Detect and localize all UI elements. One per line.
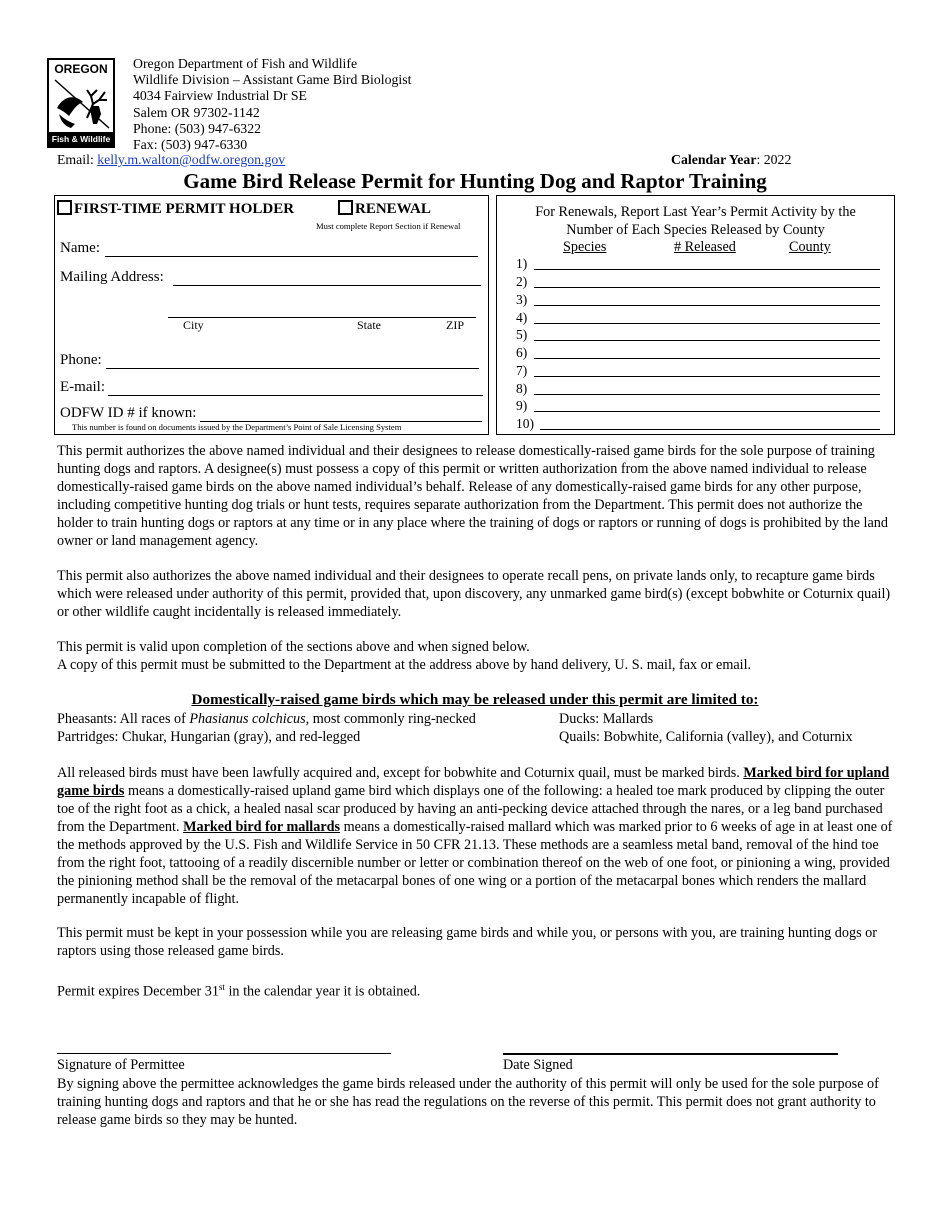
paragraph-validity: [57, 638, 897, 674]
paragraph-marked-birds: [57, 764, 897, 908]
report-row[interactable]: [516, 292, 880, 309]
species-partridges: Partridges: Chukar, Hungarian (gray), and red-legged: [57, 729, 361, 745]
report-row-number: 1): [516, 256, 528, 271]
marked-upland-term: Marked bird for upland game birds: [57, 765, 890, 799]
report-row-number: 3): [516, 292, 528, 307]
email-field[interactable]: [108, 381, 483, 396]
expiry-sup: st: [218, 982, 225, 992]
validity-line2: A copy of this permit must be submitted to the Department at the address above by hand delivery, U. S. mail, fax or email.: [57, 657, 752, 673]
report-row-number: 6): [516, 345, 528, 360]
odfw-id-note: This number is found on documents issued by the Department’s Point of Sale Licensing System: [72, 422, 402, 432]
date-signed-field[interactable]: [503, 1037, 838, 1055]
state-label: State: [357, 318, 381, 332]
report-row-number: 8): [516, 381, 528, 396]
col-species: Species: [563, 239, 607, 255]
report-row-line: [534, 394, 880, 395]
pheasants-latin: Phasianus colchicus,: [189, 711, 310, 727]
renewal-checkbox[interactable]: [338, 200, 353, 215]
odfw-logo: [47, 58, 115, 148]
pheasants-text-c: most commonly ring-necked: [309, 711, 476, 727]
paragraph-recall-pens: This permit also authorizes the above named individual and their designees to operate recall pens, on private lands only, to recapture game birds which were released under authority of this permit, provided that, upon discovery, any unmarked game bird(s) (except bobwhite or Coturnix quail) or other wildlife caught incidentally is released immediately.: [57, 568, 891, 620]
odfw-id-label: ODFW ID # if known:: [60, 405, 197, 421]
report-row[interactable]: [516, 345, 880, 362]
col-county: County: [789, 239, 831, 255]
zip-label: ZIP: [446, 318, 464, 332]
report-row-line: [534, 358, 880, 359]
signature-label: Signature of Permittee: [57, 1057, 185, 1073]
species-quails: Quails: Bobwhite, California (valley), and Coturnix: [559, 729, 853, 745]
report-row-line: [534, 287, 880, 288]
phone-field[interactable]: [106, 354, 479, 369]
report-row[interactable]: [516, 310, 880, 327]
page-title: Game Bird Release Permit for Hunting Dog and Raptor Training: [183, 169, 767, 193]
marked-mallards-term: Marked bird for mallards: [183, 819, 341, 835]
marked-text-e: means a domestically-raised mallard which was marked prior to 6 weeks of age in at least one of the methods approved by the U.S. Fish and Wildlife Service in 50 CFR 21.13. These methods are a seamless metal band, removal of the hind toe from the right foot, tattooing of a readily discernible number or letter or combination thereof on the web of one foot, or pinioning a wing, provided the pinioning method shall be the removal of the metacarpal bones of one wing or a portion of the metacarpal bones which renders the mallard permanently incapable of flight.: [57, 819, 893, 907]
first-time-option[interactable]: [57, 200, 294, 218]
email-link[interactable]: kelly.m.walton@odfw.oregon.gov: [97, 152, 286, 167]
agency-phone: Phone: (503) 947-6322: [133, 120, 261, 136]
first-time-checkbox[interactable]: [57, 200, 72, 215]
report-row[interactable]: [516, 398, 880, 415]
validity-line1: This permit is valid upon completion of the sections above and when signed below.: [57, 639, 530, 655]
phone-label: Phone:: [60, 352, 102, 368]
renewal-label: RENEWAL: [355, 201, 431, 217]
species-pheasants: [57, 711, 476, 728]
report-row-line: [534, 323, 880, 324]
report-row[interactable]: [516, 363, 880, 380]
agency-name: Oregon Department of Fish and Wildlife: [133, 56, 358, 71]
report-row-line: [534, 376, 880, 377]
date-signed-label: Date Signed: [503, 1057, 573, 1073]
report-row[interactable]: [516, 274, 880, 291]
signature-field[interactable]: [57, 1037, 391, 1054]
report-row-number: 7): [516, 363, 528, 378]
report-row-line: [534, 305, 880, 306]
paragraph-expiry: [57, 978, 897, 1001]
email-label: Email:: [57, 152, 98, 167]
name-field[interactable]: [105, 242, 478, 257]
email-field-label: E-mail:: [60, 379, 105, 395]
paragraph-possession: This permit must be kept in your possession while you are releasing game birds and while you, or persons with you, are training hunting dogs or raptors using those released game birds.: [57, 925, 877, 959]
agency-fax: Fax: (503) 947-6330: [133, 137, 248, 153]
agency-address: [133, 56, 411, 153]
mailing-address-field[interactable]: [173, 271, 481, 286]
name-label: Name:: [60, 240, 100, 256]
agency-division: Wildlife Division – Assistant Game Bird Biologist: [133, 72, 412, 88]
report-row-number: 4): [516, 310, 528, 325]
calendar-year-label: Calendar Year: [671, 152, 757, 167]
report-row-line: [534, 340, 880, 341]
fish-deer-icon: [53, 78, 111, 130]
marked-text-c: means a domestically-raised upland game bird which displays one of the following: a healed toe mark produced by clipping the outer toe of the right foot as a chick, a healed nasal scar produced by having an anti-pecking device attached through the nares, or a leg band purchased from the Department.: [57, 783, 885, 835]
calendar-year: [671, 152, 791, 168]
expiry-text-a: Permit expires December 31: [57, 983, 219, 1000]
report-row-line: [540, 429, 880, 430]
city-state-zip-field[interactable]: [168, 303, 476, 318]
report-row[interactable]: [516, 381, 880, 398]
report-row-number: 9): [516, 398, 528, 413]
first-time-label: FIRST-TIME PERMIT HOLDER: [74, 201, 295, 217]
agency-email-row: [57, 152, 285, 168]
agency-address-line2: Salem OR 97302-1142: [133, 104, 260, 120]
report-row[interactable]: [516, 416, 880, 433]
renewal-note: Must complete Report Section if Renewal: [316, 221, 461, 231]
marked-text-a: All released birds must have been lawfully acquired and, except for bobwhite and Coturnix quail, must be marked birds.: [57, 765, 744, 781]
logo-top-text: OREGON: [54, 62, 108, 76]
col-released: # Released: [674, 239, 736, 255]
agency-address-line1: 4034 Fairview Industrial Dr SE: [133, 88, 307, 104]
report-row-line: [534, 269, 880, 270]
mailing-address-label: Mailing Address:: [60, 269, 164, 285]
report-row-number: 5): [516, 327, 528, 342]
paragraph-acknowledgement: By signing above the permittee acknowledges the game birds released under the authority of this permit will only be used for the sole purpose of training hunting dogs and raptors and that he or she has read the regulations on the reverse of this permit. This permit does not grant authority to release game birds so they may be hunted.: [57, 1076, 879, 1128]
city-label: City: [183, 318, 204, 332]
report-heading: [497, 203, 894, 239]
report-heading-line1: For Renewals, Report Last Year’s Permit Activity by the: [535, 204, 856, 220]
renewal-option[interactable]: [338, 200, 431, 218]
species-heading: Domestically-raised game birds which may be released under this permit are limited to:: [191, 691, 759, 708]
report-row-number: 2): [516, 274, 528, 289]
calendar-year-value: : 2022: [756, 152, 792, 167]
pheasants-text-a: Pheasants: All races of: [57, 711, 190, 727]
report-row[interactable]: [516, 327, 880, 344]
species-ducks: Ducks: Mallards: [559, 711, 654, 727]
paragraph-authorization: This permit authorizes the above named individual and their designees to release domestically-raised game birds for the sole purpose of training hunting dogs and raptors. A designee(s) must possess a copy of this permit or written authorization from the above named individual to release domestically-raised game birds on the above named individual’s behalf. Release of any domestically-raised game birds for any other purpose, including competitive hunting dog trials or hunt tests, requires separate authorization from the Department. This permit does not authorize the holder to train hunting dogs or raptors at any time or in any place where the training of dogs or raptors or running of dogs is prohibited by the land owner or land management agency.: [57, 443, 888, 549]
report-row[interactable]: [516, 256, 880, 273]
report-row-line: [534, 411, 880, 412]
expiry-text-b: in the calendar year it is obtained.: [224, 983, 421, 1000]
logo-bottom-text: Fish & Wildlife: [49, 132, 113, 146]
report-heading-line2: Number of Each Species Released by County: [566, 222, 825, 238]
odfw-id-field[interactable]: [200, 407, 482, 422]
report-row-number: 10): [516, 416, 534, 431]
